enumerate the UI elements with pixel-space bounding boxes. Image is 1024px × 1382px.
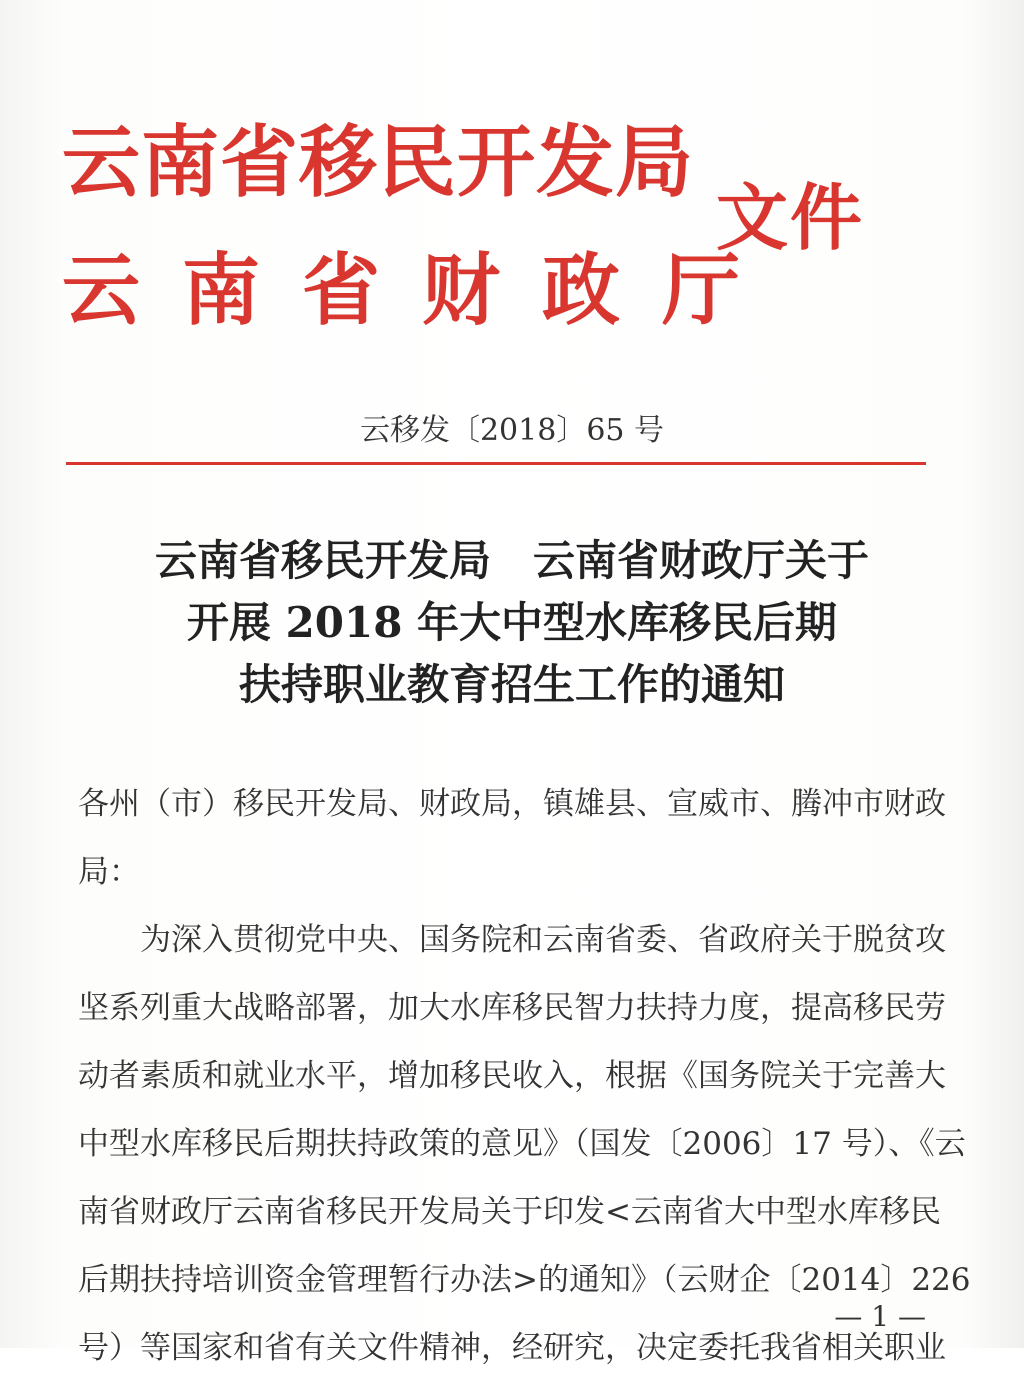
document-body	[78, 770, 971, 1382]
body-line-9: 号）等国家和省有关文件精神，经研究，决定委托我省相关职业	[78, 1330, 946, 1366]
document-number: 云移发〔2018〕65 号	[359, 413, 665, 448]
issuer-header-wenjian: 文件	[716, 176, 865, 260]
body-line-7: 南省财政厅云南省移民开发局关于印发<云南省大中型水库移民	[78, 1194, 941, 1230]
issuer-header-line1: 云南省移民开发局	[62, 118, 695, 208]
body-line-6: 中型水库移民后期扶持政策的意见》（国发〔2006〕17 号）、《云	[78, 1126, 966, 1162]
issuer-header-line2: 云南省财政厅	[62, 246, 783, 336]
body-line-2: 局：	[78, 854, 140, 890]
body-line-3: 为深入贯彻党中央、国务院和云南省委、省政府关于脱贫攻	[140, 922, 946, 958]
page-number: — 1 —	[834, 1300, 926, 1333]
body-line-5: 动者素质和就业水平，增加移民收入，根据《国务院关于完善大	[78, 1058, 946, 1094]
title-line-1: 云南省移民开发局 云南省财政厅关于	[154, 536, 869, 585]
red-divider-line	[66, 462, 926, 465]
body-line-1: 各州（市）移民开发局、财政局，镇雄县、宣威市、腾冲市财政	[78, 786, 946, 822]
title-line-2: 开展 2018 年大中型水库移民后期	[186, 598, 838, 647]
document-title	[0, 530, 1024, 716]
title-line-3: 扶持职业教育招生工作的通知	[238, 660, 785, 709]
body-line-8: 后期扶持培训资金管理暂行办法>的通知》（云财企〔2014〕226	[78, 1262, 971, 1298]
body-line-4: 坚系列重大战略部署，加大水库移民智力扶持力度，提高移民劳	[78, 990, 946, 1026]
